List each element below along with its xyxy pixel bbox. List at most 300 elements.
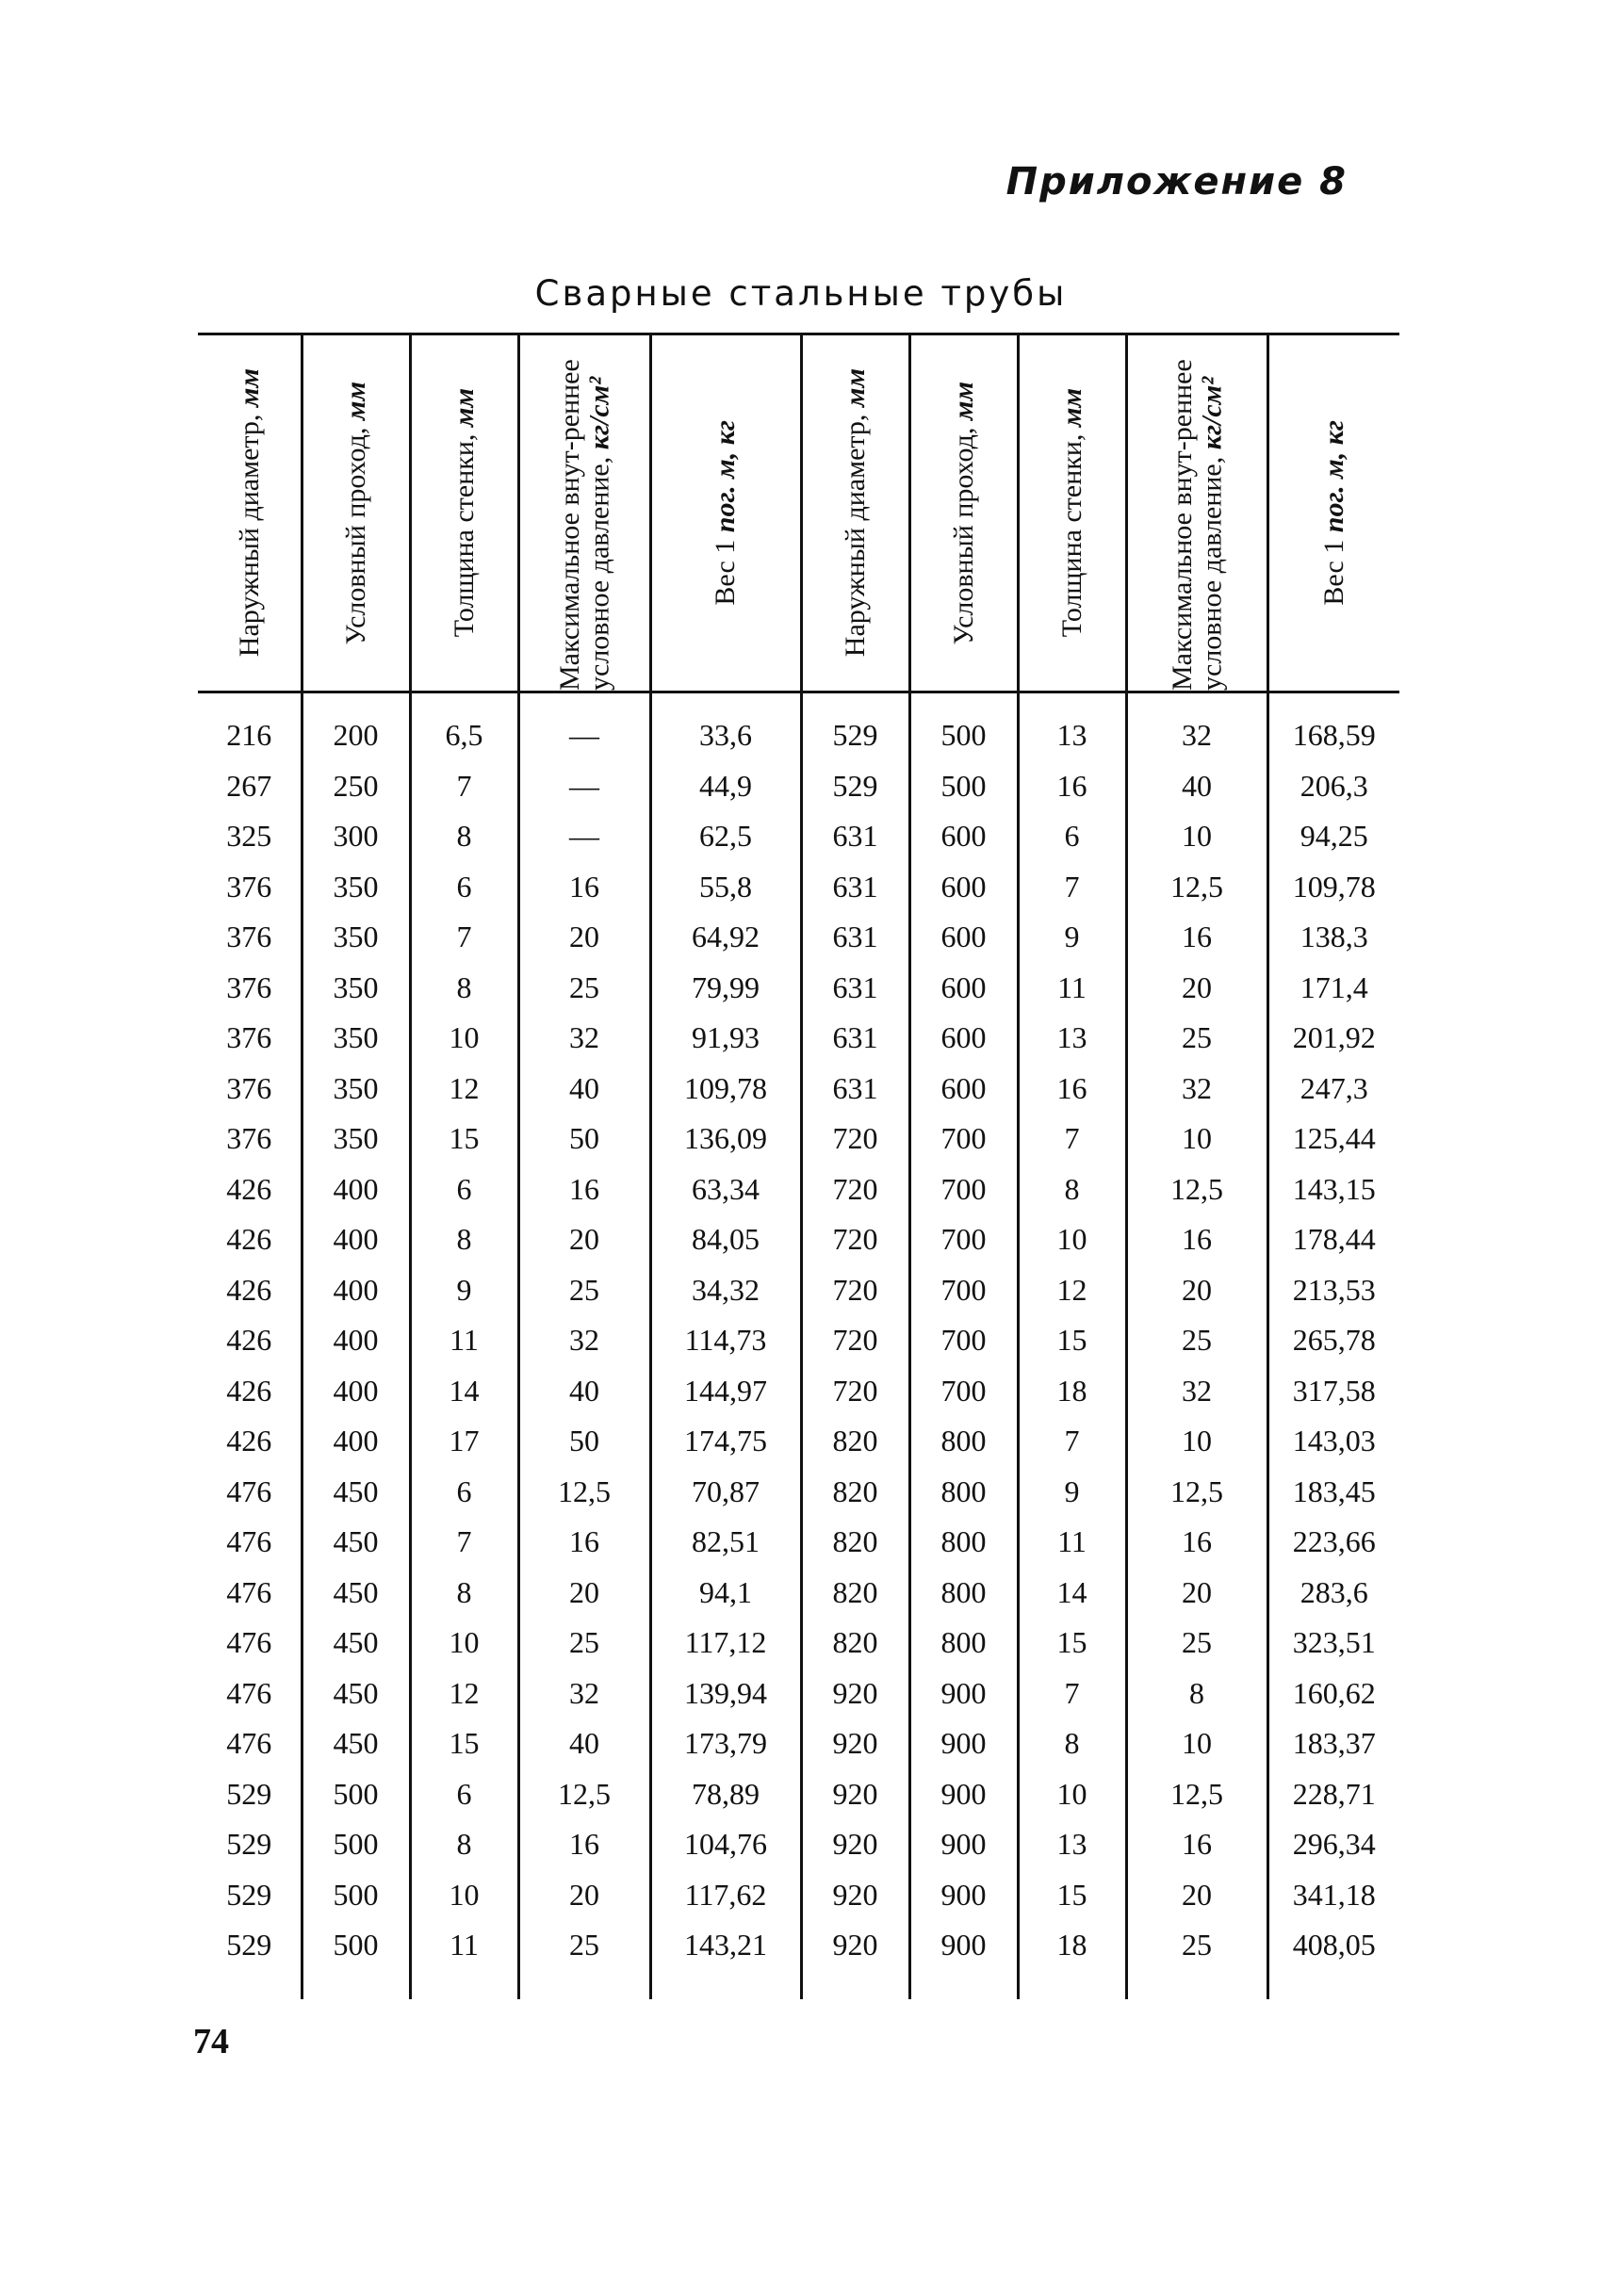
table-cell: 14 [1018, 1568, 1126, 1619]
table-cell: 350 [302, 1114, 410, 1164]
column-header [198, 334, 302, 692]
table-cell: 529 [226, 1776, 272, 1811]
table-cell: 8 [410, 811, 518, 862]
table-cell: 25 [518, 1618, 650, 1669]
table-cell: 400 [302, 1366, 410, 1417]
table-cell: 12 [410, 1064, 518, 1115]
table-cell: 476 [226, 1675, 272, 1710]
table-cell: 206,3 [1267, 761, 1399, 812]
column-header [801, 334, 909, 692]
table-row [198, 1416, 1399, 1467]
table-cell: 10 [1018, 1214, 1126, 1265]
table-row [198, 1517, 1399, 1568]
table-cell: 91,93 [650, 1013, 801, 1064]
table-cell: 426 [226, 1323, 272, 1358]
table-cell: — [518, 692, 650, 761]
table-cell: 40 [518, 1718, 650, 1769]
table-cell: 16 [1018, 1064, 1126, 1115]
table-cell: 8 [1018, 1164, 1126, 1215]
table-cell: 7 [1018, 1416, 1126, 1467]
table-cell: 15 [1018, 1870, 1126, 1921]
table-cell: 11 [1018, 1517, 1126, 1568]
table-cell: 900 [909, 1870, 1018, 1921]
table-cell: 600 [909, 1013, 1018, 1064]
table-cell: 25 [1126, 1618, 1267, 1669]
table-cell: 700 [909, 1164, 1018, 1215]
table-cell: 350 [302, 862, 410, 913]
table-cell: 400 [302, 1315, 410, 1366]
table-cell: 265,78 [1267, 1315, 1399, 1366]
column-header-unit: кг/см² [1196, 376, 1227, 450]
pipes-table [198, 333, 1399, 1999]
table-row [198, 862, 1399, 913]
page-number: 74 [193, 2022, 229, 2061]
table-cell: 12,5 [1126, 862, 1267, 913]
table-cell: 7 [410, 912, 518, 963]
table-cell: 631 [801, 862, 909, 913]
table-cell: 323,51 [1267, 1618, 1399, 1669]
table-row [198, 1164, 1399, 1215]
table-cell: 6 [410, 1769, 518, 1820]
table-cell: 94,25 [1267, 811, 1399, 862]
column-header-label: Условный проход, [339, 427, 371, 645]
table-cell: 178,44 [1267, 1214, 1399, 1265]
table-cell: 125,44 [1267, 1114, 1399, 1164]
column-header-text [841, 368, 871, 657]
column-header [1126, 334, 1267, 692]
table-cell: 700 [909, 1214, 1018, 1265]
table-cell: 109,78 [1267, 862, 1399, 913]
table-cell: 15 [1018, 1618, 1126, 1669]
table-row [198, 1920, 1399, 1999]
table-cell: 55,8 [650, 862, 801, 913]
table-cell: 20 [1126, 1265, 1267, 1316]
table-cell: 631 [801, 811, 909, 862]
appendix-label: Приложение 8 [1005, 160, 1348, 204]
table-cell: 476 [226, 1574, 272, 1609]
table-cell: 16 [518, 862, 650, 913]
table-cell: 143,15 [1267, 1164, 1399, 1215]
table-cell: 426 [226, 1424, 272, 1458]
table-cell: 79,99 [650, 963, 801, 1014]
column-header-label: Максимальное внут-реннее условное давление, [1166, 359, 1227, 691]
table-row [198, 1064, 1399, 1115]
table-cell: 283,6 [1267, 1568, 1399, 1619]
column-header-unit: пог. м, кг [710, 420, 742, 533]
table-cell: 138,3 [1267, 912, 1399, 963]
table-cell: 10 [1018, 1769, 1126, 1820]
table-cell: 64,92 [650, 912, 801, 963]
column-header-label: Вес 1 [1318, 539, 1349, 606]
table-cell: 10 [1126, 1114, 1267, 1164]
table-row [198, 692, 1399, 761]
table-cell: 14 [410, 1366, 518, 1417]
table-cell: 143,21 [650, 1920, 801, 1999]
table-cell: 20 [1126, 1568, 1267, 1619]
table-cell: 183,37 [1267, 1718, 1399, 1769]
column-header-text [1168, 335, 1227, 691]
table-cell: 7 [410, 761, 518, 812]
table-cell: 900 [909, 1819, 1018, 1870]
table-cell: 476 [226, 1524, 272, 1559]
table-cell: 600 [909, 912, 1018, 963]
table-cell: 32 [1126, 692, 1267, 761]
table-cell: 920 [801, 1819, 909, 1870]
column-header [1018, 334, 1126, 692]
table-cell: 376 [226, 1020, 272, 1055]
table-cell: 18 [1018, 1920, 1126, 1999]
column-header-text [341, 382, 371, 645]
table-cell: 104,76 [650, 1819, 801, 1870]
table-cell: 920 [801, 1769, 909, 1820]
table-cell: 500 [302, 1819, 410, 1870]
table-row [198, 811, 1399, 862]
table-row [198, 1870, 1399, 1921]
column-header-unit: пог. м, кг [1318, 420, 1349, 533]
table-cell: 600 [909, 963, 1018, 1014]
table-cell: 529 [226, 1877, 272, 1912]
table-cell: 820 [801, 1416, 909, 1467]
table-cell: 317,58 [1267, 1366, 1399, 1417]
table-cell: 529 [226, 1928, 272, 1962]
table-cell: 8 [1018, 1718, 1126, 1769]
table-cell: 8 [410, 1819, 518, 1870]
column-header-label: Наружный диаметр, [839, 415, 871, 658]
table-cell: 15 [410, 1114, 518, 1164]
table-cell: 20 [518, 1214, 650, 1265]
table-cell: 6 [1018, 811, 1126, 862]
table-cell: 168,59 [1267, 692, 1399, 761]
table-cell: 33,6 [650, 692, 801, 761]
table-cell: 16 [1126, 1214, 1267, 1265]
table-cell: 700 [909, 1315, 1018, 1366]
table-cell: 117,62 [650, 1870, 801, 1921]
table-cell: 82,51 [650, 1517, 801, 1568]
table-cell: 376 [226, 1070, 272, 1105]
table-cell: 700 [909, 1366, 1018, 1417]
table-cell: 25 [518, 1920, 650, 1999]
table-cell: 820 [801, 1618, 909, 1669]
table-cell: 32 [1126, 1366, 1267, 1417]
table-cell: 136,09 [650, 1114, 801, 1164]
table-cell: 800 [909, 1467, 1018, 1518]
table-row [198, 761, 1399, 812]
table-cell: 376 [226, 920, 272, 954]
table-cell: 400 [302, 1265, 410, 1316]
table-cell: 32 [518, 1669, 650, 1719]
table-cell: 341,18 [1267, 1870, 1399, 1921]
table-cell: 12 [1018, 1265, 1126, 1316]
table-title: Сварные стальные трубы [534, 273, 1068, 314]
table-cell: 201,92 [1267, 1013, 1399, 1064]
table-cell: 300 [302, 811, 410, 862]
table-cell: 25 [1126, 1013, 1267, 1064]
table-cell: 6 [410, 862, 518, 913]
table-cell: 250 [302, 761, 410, 812]
table-cell: 426 [226, 1222, 272, 1257]
table-cell: 247,3 [1267, 1064, 1399, 1115]
table-cell: 920 [801, 1870, 909, 1921]
table-cell: 500 [302, 1870, 410, 1921]
column-header-text [235, 368, 265, 657]
table-cell: 600 [909, 1064, 1018, 1115]
table-cell: 450 [302, 1517, 410, 1568]
table-cell: 70,87 [650, 1467, 801, 1518]
table-row [198, 1718, 1399, 1769]
table-cell: 8 [410, 963, 518, 1014]
table-cell: 9 [1018, 1467, 1126, 1518]
column-header-text [555, 335, 614, 691]
table-cell: 376 [226, 1121, 272, 1156]
table-cell: 7 [410, 1517, 518, 1568]
table-cell: 800 [909, 1618, 1018, 1669]
column-header-label: Максимальное внут-реннее условное давление, [553, 359, 614, 691]
table-cell: 9 [410, 1265, 518, 1316]
table-cell: 920 [801, 1718, 909, 1769]
table-cell: 900 [909, 1769, 1018, 1820]
table-cell: 8 [1126, 1669, 1267, 1719]
table-cell: 200 [302, 692, 410, 761]
table-cell: 6,5 [410, 692, 518, 761]
table-cell: 10 [1126, 1718, 1267, 1769]
table-cell: 325 [226, 819, 272, 854]
table-cell: 820 [801, 1568, 909, 1619]
table-row [198, 1265, 1399, 1316]
column-header-unit: мм [339, 381, 371, 420]
table-cell: 15 [1018, 1315, 1126, 1366]
table-cell: 426 [226, 1171, 272, 1206]
table-cell: 529 [801, 761, 909, 812]
table-cell: 171,4 [1267, 963, 1399, 1014]
table-cell: 12,5 [1126, 1164, 1267, 1215]
table-cell: 408,05 [1267, 1920, 1399, 1999]
table-cell: 25 [518, 963, 650, 1014]
table-cell: 426 [226, 1373, 272, 1408]
table-cell: 10 [410, 1870, 518, 1921]
table-cell: 6 [410, 1467, 518, 1518]
table-cell: 800 [909, 1416, 1018, 1467]
table-cell: 160,62 [1267, 1669, 1399, 1719]
table-cell: 16 [518, 1517, 650, 1568]
table-cell: 450 [302, 1568, 410, 1619]
table-cell: 296,34 [1267, 1819, 1399, 1870]
table-cell: 20 [518, 1568, 650, 1619]
table-cell: 25 [518, 1265, 650, 1316]
table-cell: 600 [909, 811, 1018, 862]
table-cell: 25 [1126, 1315, 1267, 1366]
table-cell: 12,5 [518, 1467, 650, 1518]
table-cell: 16 [518, 1164, 650, 1215]
column-header [650, 334, 801, 692]
table-cell: — [518, 761, 650, 812]
table-cell: 174,75 [650, 1416, 801, 1467]
table-cell: 10 [410, 1013, 518, 1064]
table-cell: 20 [1126, 1870, 1267, 1921]
table-cell: 820 [801, 1517, 909, 1568]
table-cell: 16 [1126, 912, 1267, 963]
column-header-text [711, 420, 741, 606]
table-row [198, 1769, 1399, 1820]
table-row [198, 1114, 1399, 1164]
table-cell: 920 [801, 1920, 909, 1999]
header-row [198, 334, 1399, 692]
table-cell: 720 [801, 1315, 909, 1366]
table-cell: 8 [410, 1214, 518, 1265]
table-cell: 476 [226, 1726, 272, 1761]
table-cell: 631 [801, 963, 909, 1014]
column-header-label: Толщина стенки, [1055, 434, 1087, 638]
table-cell: 50 [518, 1416, 650, 1467]
table-cell: 900 [909, 1669, 1018, 1719]
table-cell: 350 [302, 963, 410, 1014]
table-cell: 114,73 [650, 1315, 801, 1366]
table-cell: 600 [909, 862, 1018, 913]
table-cell: 223,66 [1267, 1517, 1399, 1568]
table-cell: 476 [226, 1474, 272, 1508]
table-cell: 500 [302, 1920, 410, 1999]
column-header [410, 334, 518, 692]
table-cell: 920 [801, 1669, 909, 1719]
table-cell: 10 [1126, 1416, 1267, 1467]
table-cell: 900 [909, 1920, 1018, 1999]
table-cell: 450 [302, 1467, 410, 1518]
table-cell: 350 [302, 1064, 410, 1115]
table-cell: 12,5 [1126, 1769, 1267, 1820]
table-cell: 16 [1126, 1517, 1267, 1568]
table-cell: 16 [1126, 1819, 1267, 1870]
table-cell: 631 [801, 1064, 909, 1115]
table-cell: 144,97 [650, 1366, 801, 1417]
table-cell: 400 [302, 1164, 410, 1215]
table-row [198, 1366, 1399, 1417]
table-cell: 800 [909, 1568, 1018, 1619]
table-cell: 32 [1126, 1064, 1267, 1115]
table-cell: 143,03 [1267, 1416, 1399, 1467]
table-cell: 631 [801, 912, 909, 963]
table-cell: 376 [226, 869, 272, 904]
table-cell: 6 [410, 1164, 518, 1215]
table-cell: 720 [801, 1366, 909, 1417]
table-cell: 7 [1018, 1669, 1126, 1719]
table-cell: 20 [518, 912, 650, 963]
table-cell: 18 [1018, 1366, 1126, 1417]
table-cell: 16 [1018, 761, 1126, 812]
table-cell: 720 [801, 1164, 909, 1215]
column-header [1267, 334, 1399, 692]
table-row [198, 1669, 1399, 1719]
table-cell: 720 [801, 1114, 909, 1164]
column-header-text [1319, 420, 1349, 606]
table-row [198, 1013, 1399, 1064]
table-cell: 500 [909, 692, 1018, 761]
table-cell: 13 [1018, 692, 1126, 761]
table-row [198, 1315, 1399, 1366]
table-cell: 40 [1126, 761, 1267, 812]
column-header-label: Вес 1 [710, 539, 742, 606]
table-cell: 139,94 [650, 1669, 801, 1719]
table-cell: 94,1 [650, 1568, 801, 1619]
table-cell: 450 [302, 1718, 410, 1769]
table-cell: 476 [226, 1625, 272, 1660]
table-cell: 529 [226, 1827, 272, 1862]
table-cell: 12,5 [518, 1769, 650, 1820]
table-cell: 11 [410, 1920, 518, 1999]
table-cell: 34,32 [650, 1265, 801, 1316]
table-header [198, 334, 1399, 692]
table-cell: 9 [1018, 912, 1126, 963]
table-cell: 700 [909, 1265, 1018, 1316]
table-body [198, 692, 1399, 1999]
table-cell: 44,9 [650, 761, 801, 812]
table-cell: 376 [226, 969, 272, 1004]
table-cell: 40 [518, 1064, 650, 1115]
table-cell: 20 [1126, 963, 1267, 1014]
table-cell: 173,79 [650, 1718, 801, 1769]
table-cell: 8 [410, 1568, 518, 1619]
table-cell: 32 [518, 1013, 650, 1064]
column-header-label: Толщина стенки, [448, 434, 480, 638]
table-cell: 700 [909, 1114, 1018, 1164]
table-cell: 350 [302, 1013, 410, 1064]
table-cell: 228,71 [1267, 1769, 1399, 1820]
table-cell: 216 [226, 718, 272, 753]
column-header-unit: мм [233, 368, 265, 408]
table-cell: 11 [1018, 963, 1126, 1014]
table-cell: 12,5 [1126, 1467, 1267, 1518]
table-cell: 631 [801, 1013, 909, 1064]
table-cell: 400 [302, 1416, 410, 1467]
table-cell: 820 [801, 1467, 909, 1518]
column-header-label: Условный проход, [947, 427, 979, 645]
table-row [198, 1618, 1399, 1669]
table-cell: 7 [1018, 1114, 1126, 1164]
table-cell: 450 [302, 1618, 410, 1669]
table-cell: 20 [518, 1870, 650, 1921]
column-header-unit: мм [947, 381, 979, 420]
table-cell: 450 [302, 1669, 410, 1719]
table-row [198, 1568, 1399, 1619]
table-cell: 350 [302, 912, 410, 963]
column-header [909, 334, 1018, 692]
table-cell: 17 [410, 1416, 518, 1467]
table-cell: 10 [410, 1618, 518, 1669]
column-header-unit: мм [839, 368, 871, 408]
column-header [518, 334, 650, 692]
table-cell: 720 [801, 1214, 909, 1265]
table-cell: 13 [1018, 1819, 1126, 1870]
table-cell: 62,5 [650, 811, 801, 862]
column-header [302, 334, 410, 692]
table-row [198, 1214, 1399, 1265]
table-cell: 7 [1018, 862, 1126, 913]
table-cell: 720 [801, 1265, 909, 1316]
table-cell: 10 [1126, 811, 1267, 862]
table-row [198, 963, 1399, 1014]
table-cell: 500 [909, 761, 1018, 812]
table-cell: — [518, 811, 650, 862]
table-cell: 426 [226, 1272, 272, 1307]
table-cell: 900 [909, 1718, 1018, 1769]
column-header-unit: мм [1055, 388, 1087, 428]
table-cell: 117,12 [650, 1618, 801, 1669]
table-cell: 50 [518, 1114, 650, 1164]
table-row [198, 912, 1399, 963]
table-cell: 109,78 [650, 1064, 801, 1115]
column-header-unit: мм [448, 388, 480, 428]
table-cell: 500 [302, 1769, 410, 1820]
table-cell: 529 [801, 692, 909, 761]
column-header-text [1057, 388, 1087, 637]
